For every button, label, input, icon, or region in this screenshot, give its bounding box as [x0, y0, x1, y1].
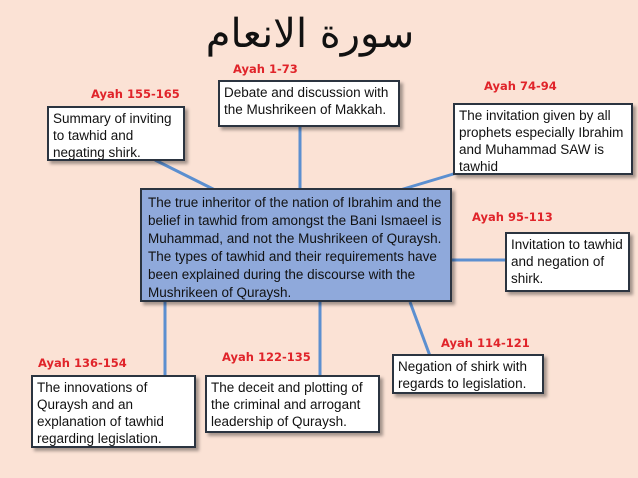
- ayah-label-114-121: Ayah 114-121: [441, 336, 530, 350]
- node-innovations: The innovations of Quraysh and an explanation of tawhid regarding legislation.: [31, 375, 196, 448]
- connector-bottom-right: [410, 302, 430, 356]
- ayah-label-122-135: Ayah 122-135: [222, 350, 311, 364]
- ayah-label-1-73: Ayah 1-73: [233, 62, 298, 76]
- ayah-label-74-94: Ayah 74-94: [484, 79, 557, 93]
- ayah-label-136-154: Ayah 136-154: [38, 356, 127, 370]
- node-deceit-leadership: The deceit and plotting of the criminal and arrogant leadership of Quraysh.: [205, 375, 380, 433]
- node-negation-legislation: Negation of shirk with regards to legislation.: [392, 354, 544, 394]
- surah-title: سورة الانعام: [205, 11, 415, 57]
- center-theme: The true inheritor of the nation of Ibrahim and the belief in tawhid from amongst the Bani Ismaeel is Muhammad, and not the Mushrikeen of Quraysh. The types of tawhid and their requirements have been explained during the discourse with the Mushrikeen of Quraysh.: [140, 188, 452, 302]
- node-summary: Summary of inviting to tawhid and negating shirk.: [47, 106, 185, 161]
- ayah-label-155-165: Ayah 155-165: [91, 87, 180, 101]
- node-invitation-prophets: The invitation given by all prophets especially Ibrahim and Muhammad SAW is tawhid: [453, 103, 633, 175]
- ayah-label-95-113: Ayah 95-113: [472, 210, 553, 224]
- connector-top-left: [155, 160, 215, 190]
- node-invitation-tawhid: Invitation to tawhid and negation of shirk.: [505, 232, 630, 292]
- node-debate: Debate and discussion with the Mushrikeen of Makkah.: [218, 80, 400, 127]
